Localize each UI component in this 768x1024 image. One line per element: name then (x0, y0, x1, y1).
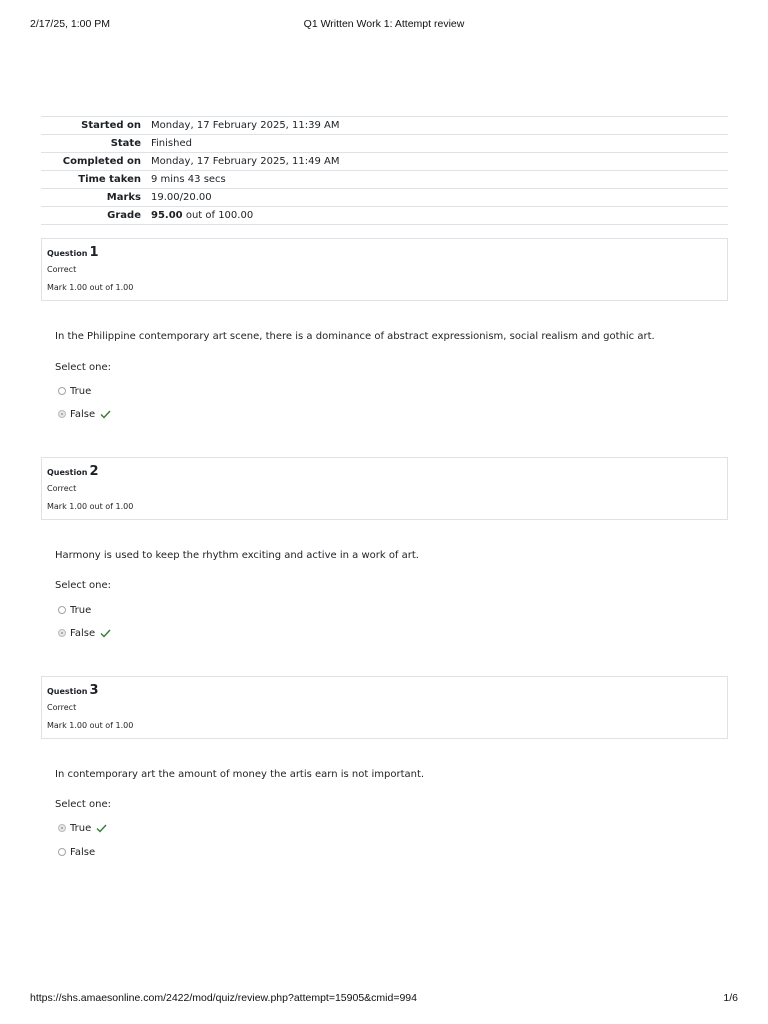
question-mark: Mark 1.00 out of 1.00 (47, 721, 134, 730)
summary-value: Monday, 17 February 2025, 11:49 AM (151, 156, 340, 167)
radio-button[interactable] (58, 606, 66, 614)
radio-button[interactable] (58, 848, 66, 856)
summary-label: Completed on (62, 156, 141, 167)
select-one-prompt: Select one: (55, 799, 112, 810)
page-number: 1/6 (723, 992, 738, 1004)
question-info-2 (41, 457, 728, 520)
attempt-summary-table (41, 116, 728, 225)
summary-value: Monday, 17 February 2025, 11:39 AM (151, 120, 340, 131)
print-header (0, 18, 768, 34)
summary-label: Marks (106, 192, 141, 203)
question-prefix: Question (47, 687, 88, 696)
question-mark: Mark 1.00 out of 1.00 (47, 502, 134, 511)
radio-button-selected[interactable] (58, 824, 66, 832)
question-number (47, 683, 99, 698)
summary-label: Time taken (78, 174, 141, 185)
question-prefix: Question (47, 468, 88, 477)
radio-button[interactable] (58, 387, 66, 395)
select-one-prompt: Select one: (55, 362, 112, 373)
correct-check-icon (100, 410, 111, 419)
question-state: Correct (47, 265, 77, 274)
answer-option-false[interactable] (58, 407, 111, 421)
summary-label: State (110, 138, 141, 149)
summary-row-marks (41, 189, 728, 207)
question-info-3 (41, 676, 728, 739)
summary-row-time-taken (41, 171, 728, 189)
question-text: Harmony is used to keep the rhythm exciting and active in a work of art. (55, 550, 419, 561)
radio-button-selected[interactable] (58, 629, 66, 637)
summary-row-state (41, 135, 728, 153)
question-text: In contemporary art the amount of money the artis earn is not important. (55, 769, 425, 780)
answer-label: False (70, 627, 96, 639)
answer-option-false[interactable] (58, 626, 111, 640)
summary-label: Started on (81, 120, 141, 131)
print-datetime: 2/17/25, 1:00 PM (30, 18, 110, 30)
summary-value: 19.00/20.00 (151, 192, 212, 203)
radio-button-selected[interactable] (58, 410, 66, 418)
question-number-value: 3 (89, 683, 99, 698)
summary-row-grade (41, 207, 728, 225)
page-url: https://shs.amaesonline.com/2422/mod/quiz/review.php?attempt=15905&cmid=994 (30, 992, 417, 1004)
answer-option-true[interactable] (58, 821, 107, 835)
summary-label: Grade (107, 210, 141, 221)
question-text: In the Philippine contemporary art scene, there is a dominance of abstract expressionism, social realism and gothic art. (55, 331, 655, 342)
grade-out-of: out of 100.00 (182, 210, 254, 221)
answer-option-true[interactable] (58, 384, 91, 398)
question-number (47, 464, 99, 479)
question-number (47, 245, 99, 260)
question-info-1 (41, 238, 728, 301)
correct-check-icon (100, 629, 111, 638)
correct-check-icon (96, 824, 107, 833)
summary-row-started (41, 117, 728, 135)
question-state: Correct (47, 703, 77, 712)
answer-label: True (70, 822, 92, 834)
print-footer (0, 992, 768, 1008)
grade-value: 95.00 (151, 210, 183, 221)
answer-label: False (70, 846, 96, 858)
select-one-prompt: Select one: (55, 580, 112, 591)
answer-label: True (70, 385, 92, 397)
question-number-value: 2 (89, 464, 99, 479)
question-state: Correct (47, 484, 77, 493)
page-title: Q1 Written Work 1: Attempt review (303, 18, 465, 30)
answer-label: False (70, 408, 96, 420)
answer-option-true[interactable] (58, 603, 91, 617)
answer-option-false[interactable] (58, 845, 95, 859)
summary-value (151, 207, 728, 225)
question-prefix: Question (47, 249, 88, 258)
question-mark: Mark 1.00 out of 1.00 (47, 283, 134, 292)
summary-row-completed (41, 153, 728, 171)
question-number-value: 1 (89, 245, 99, 260)
summary-value: Finished (151, 138, 192, 149)
summary-value: 9 mins 43 secs (151, 174, 226, 185)
answer-label: True (70, 604, 92, 616)
